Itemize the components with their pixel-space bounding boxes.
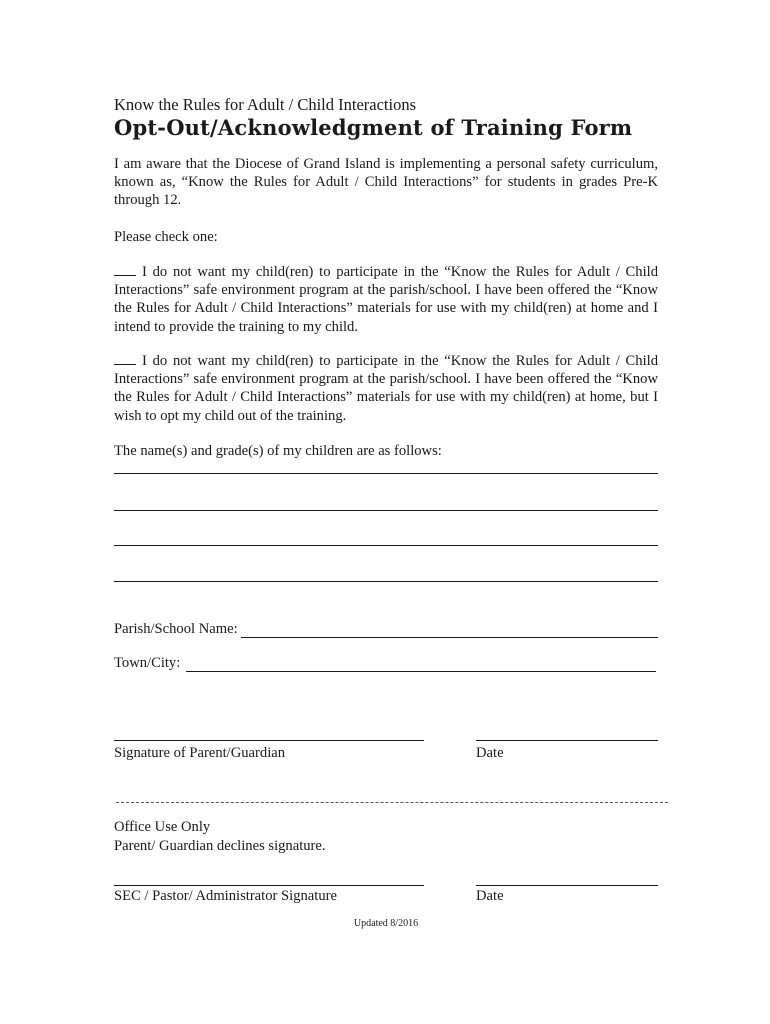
option-1 (114, 263, 658, 336)
option-1-text: I do not want my child(ren) to participate in the “Know the Rules for Adult / Child Interactions” safe environment program at the parish/school. I have been offered the “Know the Rules for Adult / Child Interactions” materials for use with my child(ren) at home and I intend to provide the training to my child. (114, 264, 658, 335)
parish-school-label: Parish/School Name: (114, 621, 238, 637)
option-1-checkbox-line[interactable] (114, 263, 136, 276)
parent-signature-label: Signature of Parent/Guardian (114, 745, 286, 761)
option-2-text: I do not want my child(ren) to participate in the “Know the Rules for Adult / Child Interactions” safe environment program at the parish/school. I have been offered the “Know the Rules for Adult / Child Interactions” materials for use with my child(ren) at home, but I wish to opt my child out of the training. (114, 353, 658, 424)
town-city-field (114, 655, 656, 672)
parent-date-label: Date (476, 745, 504, 761)
intro-paragraph: I am aware that the Diocese of Grand Island is implementing a personal safety curriculum, known as, “Know the Rules for Adult / Child Interactions” for students in grades Pre-K through 12. (114, 156, 658, 209)
option-2 (114, 352, 658, 425)
form-title: Opt-Out/Acknowledgment of Training Form (114, 115, 633, 140)
cut-divider (116, 802, 668, 803)
sec-signature-line[interactable] (114, 885, 424, 886)
parish-school-line[interactable] (241, 623, 658, 638)
child-name-line-4[interactable] (114, 581, 658, 582)
office-use-heading: Office Use Only (114, 819, 211, 835)
sec-date-label: Date (476, 888, 504, 904)
option-2-checkbox-line[interactable] (114, 352, 136, 365)
parish-school-field (114, 621, 658, 638)
sec-signature-label: SEC / Pastor/ Administrator Signature (114, 888, 337, 904)
town-city-label: Town/City: (114, 655, 181, 671)
sec-date-line[interactable] (476, 885, 658, 886)
parent-signature-line[interactable] (114, 740, 424, 741)
child-name-line-2[interactable] (114, 510, 658, 511)
child-name-line-1[interactable] (114, 473, 658, 474)
check-prompt: Please check one: (114, 229, 218, 245)
declines-signature-text: Parent/ Guardian declines signature. (114, 838, 326, 854)
town-city-line[interactable] (186, 657, 656, 672)
form-subtitle: Know the Rules for Adult / Child Interactions (114, 95, 417, 114)
updated-footnote: Updated 8/2016 (353, 918, 419, 929)
parent-date-line[interactable] (476, 740, 658, 741)
child-name-line-3[interactable] (114, 545, 658, 546)
names-prompt: The name(s) and grade(s) of my children are as follows: (114, 443, 442, 459)
